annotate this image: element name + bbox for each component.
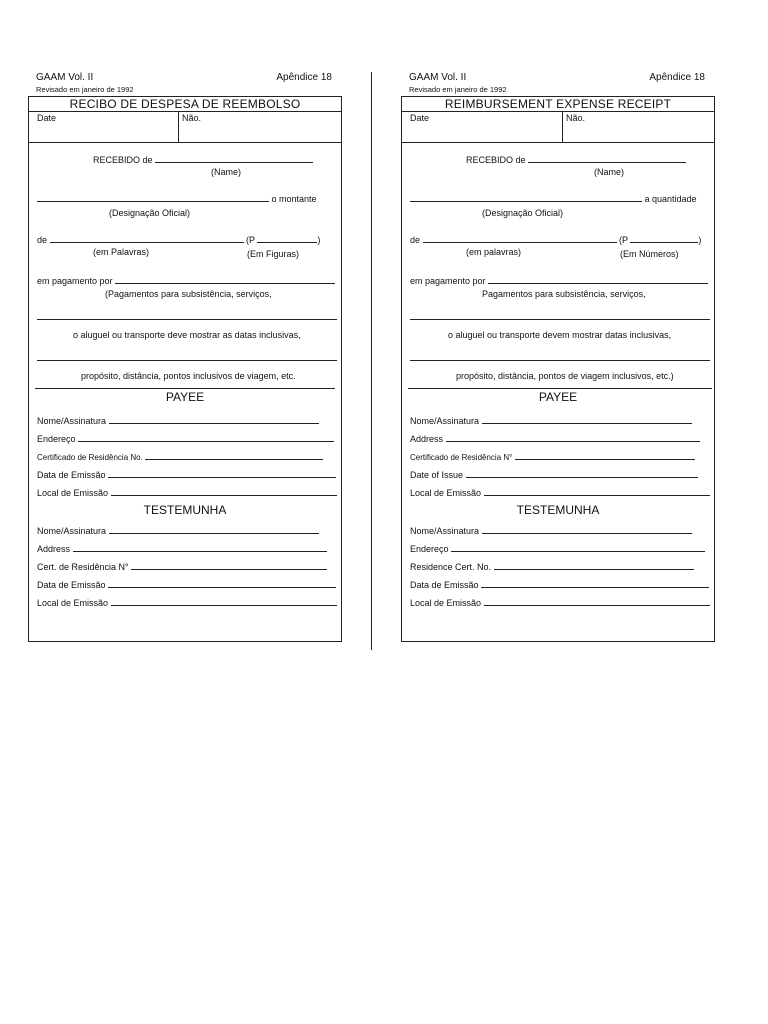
field-label: Cert. de Residência N°	[37, 562, 129, 572]
words-hint: (em palavras)	[466, 247, 522, 257]
payment-blank[interactable]	[115, 274, 335, 284]
field-label: Data de Emissão	[410, 580, 479, 590]
payee-field-2	[410, 450, 695, 462]
field-label: Local de Emissão	[37, 598, 109, 608]
amount-words-blank[interactable]	[423, 233, 617, 243]
received-from-blank[interactable]	[155, 153, 313, 163]
witness-blank-2[interactable]	[131, 560, 327, 570]
payment-note-1: (Pagamentos para subsistência, serviços,	[105, 289, 272, 299]
date-field[interactable]	[402, 112, 563, 142]
field-label: Data de Emissão	[37, 580, 106, 590]
date-label: Date	[410, 113, 430, 123]
number-label: Não.	[566, 113, 586, 123]
witness-blank-2[interactable]	[494, 560, 694, 570]
volume-label: GAAM Vol. II	[36, 72, 94, 83]
payee-field-1	[37, 432, 334, 444]
payee-blank-2[interactable]	[145, 450, 323, 460]
date-number-row	[402, 112, 714, 143]
appendix-label: Apêndice 18	[276, 72, 332, 83]
payee-field-0	[410, 414, 692, 426]
witness-blank-4[interactable]	[484, 596, 710, 606]
witness-blank-1[interactable]	[73, 542, 327, 552]
payment-blank-2[interactable]	[37, 319, 337, 320]
receipt-box	[401, 96, 715, 642]
section-divider	[408, 388, 712, 389]
field-label: Certificado de Residência No.	[37, 453, 143, 462]
p-label: (P	[246, 235, 255, 245]
payment-line	[410, 274, 708, 286]
receipt-form-portuguese	[28, 70, 342, 642]
field-label: Nome/Assinatura	[37, 526, 107, 536]
number-field[interactable]	[179, 112, 201, 142]
field-label: Nome/Assinatura	[410, 526, 480, 536]
payee-field-0	[37, 414, 319, 426]
payee-blank-3[interactable]	[108, 468, 336, 478]
number-label: Não.	[182, 113, 202, 123]
payee-blank-3[interactable]	[466, 468, 698, 478]
witness-blank-0[interactable]	[482, 524, 692, 534]
field-label: Nome/Assinatura	[37, 416, 107, 426]
payment-line	[37, 274, 335, 286]
payee-blank-2[interactable]	[515, 450, 695, 460]
words-hint: (em Palavras)	[93, 247, 150, 257]
amount-words-line	[37, 233, 320, 245]
payee-field-4	[37, 486, 337, 498]
field-label: Address	[410, 434, 444, 444]
field-label: Residence Cert. No.	[410, 562, 492, 572]
date-label: Date	[37, 113, 57, 123]
witness-title: TESTEMUNHA	[143, 503, 227, 517]
amount-label: a quantidade	[644, 194, 697, 204]
payment-note-2: o aluguel ou transporte devem mostrar datas inclusivas,	[448, 330, 672, 340]
field-label: Local de Emissão	[410, 488, 482, 498]
witness-blank-3[interactable]	[108, 578, 336, 588]
payee-field-2	[37, 450, 323, 462]
received-label: RECEBIDO de	[93, 155, 153, 165]
payment-label: em pagamento por	[37, 276, 113, 286]
witness-field-3	[410, 578, 709, 590]
payee-blank-1[interactable]	[446, 432, 700, 442]
amount-line	[410, 192, 697, 204]
revised-note: Revisado em janeiro de 1992	[409, 85, 507, 94]
p-label: (P	[619, 235, 628, 245]
designation-hint: (Designação Oficial)	[109, 208, 191, 218]
of-label: de	[37, 235, 48, 245]
field-label: Address	[37, 544, 71, 554]
payment-note-2: o aluguel ou transporte deve mostrar as datas inclusivas,	[73, 330, 301, 340]
receipt-box	[28, 96, 342, 642]
form-header	[28, 70, 342, 84]
figures-hint: (Em Figuras)	[247, 249, 300, 259]
designation-blank[interactable]	[37, 192, 269, 202]
payee-blank-4[interactable]	[111, 486, 337, 496]
payee-blank-0[interactable]	[109, 414, 319, 424]
payee-field-3	[410, 468, 698, 480]
field-label: Local de Emissão	[37, 488, 109, 498]
payee-blank-1[interactable]	[78, 432, 334, 442]
amount-figures-blank[interactable]	[257, 233, 317, 243]
payee-blank-0[interactable]	[482, 414, 692, 424]
witness-blank-3[interactable]	[481, 578, 709, 588]
witness-field-0	[410, 524, 692, 536]
payment-blank[interactable]	[488, 274, 708, 284]
witness-blank-4[interactable]	[111, 596, 337, 606]
field-label: Date of Issue	[410, 470, 464, 480]
field-label: Local de Emissão	[410, 598, 482, 608]
witness-blank-0[interactable]	[109, 524, 319, 534]
date-field[interactable]	[29, 112, 179, 142]
payee-field-1	[410, 432, 700, 444]
witness-field-1	[37, 542, 327, 554]
form-header	[401, 70, 715, 84]
designation-hint: (Designação Oficial)	[482, 208, 564, 218]
payee-field-3	[37, 468, 336, 480]
payee-field-4	[410, 486, 710, 498]
field-label: Data de Emissão	[37, 470, 106, 480]
center-divider	[371, 72, 372, 650]
figures-hint: (Em Números)	[620, 249, 679, 259]
field-label: Nome/Assinatura	[410, 416, 480, 426]
payee-title: PAYEE	[165, 390, 205, 404]
payment-label: em pagamento por	[410, 276, 486, 286]
number-field[interactable]	[563, 112, 585, 142]
witness-field-3	[37, 578, 336, 590]
volume-label: GAAM Vol. II	[409, 72, 467, 83]
p-close: )	[698, 235, 702, 245]
witness-title: TESTEMUNHA	[516, 503, 600, 517]
field-label: Certificado de Residência N°	[410, 453, 513, 462]
payment-note-3: propósito, distância, pontos inclusivos de viagem, etc.	[81, 371, 296, 381]
witness-field-2	[37, 560, 327, 572]
designation-blank[interactable]	[410, 192, 642, 202]
payment-note-1: Pagamentos para subsistência, serviços,	[482, 289, 646, 299]
payment-note-3: propósito, distância, pontos de viagem inclusivos, etc.)	[456, 371, 674, 381]
witness-field-2	[410, 560, 694, 572]
received-label: RECEBIDO de	[466, 155, 526, 165]
name-hint: (Name)	[211, 167, 242, 177]
witness-field-0	[37, 524, 319, 536]
payment-blank-3[interactable]	[37, 360, 337, 361]
revised-note: Revisado em janeiro de 1992	[36, 85, 134, 94]
p-close: )	[317, 235, 321, 245]
received-from-blank[interactable]	[528, 153, 686, 163]
payment-blank-2[interactable]	[410, 319, 710, 320]
form-title: REIMBURSEMENT EXPENSE RECEIPT	[402, 97, 714, 112]
date-number-row	[29, 112, 341, 143]
of-label: de	[410, 235, 421, 245]
witness-field-1	[410, 542, 705, 554]
amount-figures-blank[interactable]	[630, 233, 698, 243]
received-from-line	[93, 153, 313, 165]
witness-blank-1[interactable]	[451, 542, 705, 552]
amount-words-blank[interactable]	[50, 233, 244, 243]
amount-words-line	[410, 233, 701, 245]
field-label: Endereço	[37, 434, 76, 444]
amount-line	[37, 192, 317, 204]
payee-blank-4[interactable]	[484, 486, 710, 496]
amount-label: o montante	[271, 194, 317, 204]
form-title: RECIBO DE DESPESA DE REEMBOLSO	[29, 97, 341, 112]
payee-title: PAYEE	[538, 390, 578, 404]
appendix-label: Apêndice 18	[649, 72, 705, 83]
section-divider	[35, 388, 335, 389]
received-from-line	[466, 153, 686, 165]
field-label: Endereço	[410, 544, 449, 554]
witness-field-4	[410, 596, 710, 608]
payment-blank-3[interactable]	[410, 360, 710, 361]
name-hint: (Name)	[594, 167, 625, 177]
receipt-form-english	[401, 70, 715, 642]
witness-field-4	[37, 596, 337, 608]
